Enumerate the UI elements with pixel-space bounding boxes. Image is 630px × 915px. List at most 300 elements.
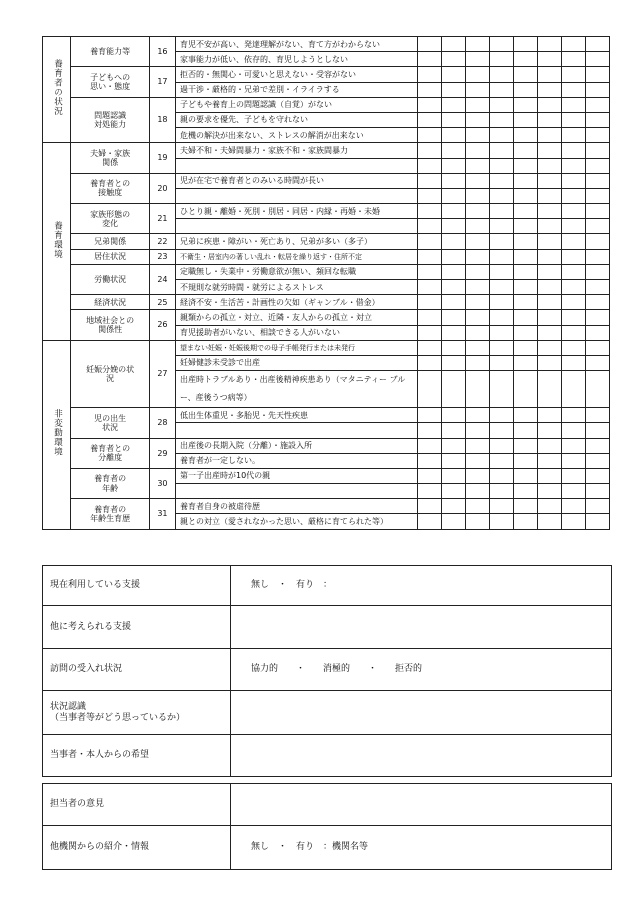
check-cell[interactable] (561, 295, 585, 310)
staff-opinion-value[interactable] (231, 784, 612, 826)
check-cell[interactable] (514, 423, 538, 438)
item-name: 家族形態の (90, 209, 131, 219)
check-cell[interactable] (466, 484, 490, 499)
item-number: 24 (149, 264, 175, 294)
check-cell[interactable] (537, 249, 561, 264)
check-cell[interactable] (514, 325, 538, 340)
check-cell[interactable] (537, 219, 561, 234)
check-cell[interactable] (466, 37, 490, 52)
check-cell[interactable] (418, 423, 442, 438)
check-cell[interactable] (442, 468, 466, 483)
check-cell[interactable] (418, 484, 442, 499)
check-cell[interactable] (585, 340, 609, 355)
check-cell[interactable] (418, 234, 442, 249)
check-cell[interactable] (418, 453, 442, 468)
check-cell[interactable] (537, 37, 561, 52)
check-cell[interactable] (466, 67, 490, 82)
item-description (176, 188, 418, 203)
check-cell[interactable] (418, 340, 442, 355)
support-table (42, 565, 612, 777)
check-cell[interactable] (585, 112, 609, 127)
check-cell[interactable] (418, 468, 442, 483)
check-cell[interactable] (442, 158, 466, 173)
check-cell[interactable] (466, 264, 490, 279)
check-cell[interactable] (442, 128, 466, 143)
other-support-value[interactable] (231, 606, 612, 649)
check-cell[interactable] (442, 97, 466, 112)
item-name-cell (71, 67, 150, 97)
check-cell[interactable] (585, 484, 609, 499)
check-cell[interactable] (561, 499, 585, 514)
check-cell[interactable] (442, 112, 466, 127)
check-cell[interactable] (442, 249, 466, 264)
check-cell[interactable] (561, 453, 585, 468)
check-cell[interactable] (585, 499, 609, 514)
check-cell[interactable] (561, 112, 585, 127)
check-cell[interactable] (418, 499, 442, 514)
check-cell[interactable] (514, 52, 538, 67)
item-name-cell (71, 295, 150, 310)
check-cell[interactable] (561, 188, 585, 203)
check-cell[interactable] (514, 453, 538, 468)
item-number: 23 (149, 249, 175, 264)
item-number: 17 (149, 67, 175, 97)
check-cell[interactable] (537, 295, 561, 310)
check-cell[interactable] (514, 468, 538, 483)
check-cell[interactable] (561, 468, 585, 483)
check-cell[interactable] (490, 234, 514, 249)
check-cell[interactable] (514, 310, 538, 325)
item-name: 年齢生育歴 (90, 513, 131, 523)
check-cell[interactable] (418, 173, 442, 188)
check-cell[interactable] (466, 143, 490, 158)
check-cell[interactable] (537, 371, 561, 408)
check-cell[interactable] (537, 468, 561, 483)
check-cell[interactable] (514, 158, 538, 173)
check-cell[interactable] (490, 52, 514, 67)
check-cell[interactable] (490, 295, 514, 310)
item-description: 親の要求を優先、子どもを守れない (176, 112, 418, 127)
referral-value[interactable]: 無し ・ 有り ：機関名等 (231, 826, 612, 870)
check-cell[interactable] (585, 234, 609, 249)
check-cell[interactable] (514, 249, 538, 264)
check-cell[interactable] (585, 249, 609, 264)
check-cell[interactable] (442, 67, 466, 82)
check-cell[interactable] (585, 67, 609, 82)
check-cell[interactable] (561, 173, 585, 188)
check-cell[interactable] (585, 438, 609, 453)
check-cell[interactable] (514, 173, 538, 188)
check-cell[interactable] (490, 408, 514, 423)
item-name: 状況 (102, 422, 119, 432)
check-cell[interactable] (561, 82, 585, 97)
check-cell[interactable] (442, 234, 466, 249)
table-row (43, 499, 610, 514)
check-cell[interactable] (514, 499, 538, 514)
check-cell[interactable] (466, 325, 490, 340)
check-cell[interactable] (418, 310, 442, 325)
check-cell[interactable] (514, 295, 538, 310)
check-cell[interactable] (537, 408, 561, 423)
check-cell[interactable] (514, 37, 538, 52)
check-cell[interactable] (442, 280, 466, 295)
item-description: 拒否的・無関心・可愛いと思えない・受容がない (176, 67, 418, 82)
check-cell[interactable] (561, 264, 585, 279)
item-description (176, 484, 418, 499)
check-cell[interactable] (418, 408, 442, 423)
check-cell[interactable] (418, 204, 442, 219)
check-cell[interactable] (585, 264, 609, 279)
check-cell[interactable] (561, 219, 585, 234)
check-cell[interactable] (490, 219, 514, 234)
check-cell[interactable] (585, 128, 609, 143)
check-cell[interactable] (561, 280, 585, 295)
item-name: 養育者の (94, 474, 127, 484)
check-cell[interactable] (585, 514, 609, 529)
check-cell[interactable] (585, 97, 609, 112)
check-cell[interactable] (537, 325, 561, 340)
check-cell[interactable] (514, 438, 538, 453)
visit-acceptance-label: 訪問の受入れ状況 (43, 649, 231, 691)
check-cell[interactable] (442, 82, 466, 97)
check-cell[interactable] (418, 188, 442, 203)
check-cell[interactable] (585, 295, 609, 310)
check-cell[interactable] (585, 423, 609, 438)
item-name-cell (71, 37, 150, 67)
check-cell[interactable] (561, 355, 585, 370)
check-cell[interactable] (514, 280, 538, 295)
check-cell[interactable] (537, 52, 561, 67)
check-cell[interactable] (537, 204, 561, 219)
check-cell[interactable] (466, 219, 490, 234)
check-cell[interactable] (514, 514, 538, 529)
check-cell[interactable] (514, 264, 538, 279)
item-name-cell (71, 97, 150, 143)
check-cell[interactable] (466, 280, 490, 295)
check-cell[interactable] (490, 325, 514, 340)
check-cell[interactable] (442, 310, 466, 325)
item-number: 20 (149, 173, 175, 203)
item-name-cell (71, 468, 150, 498)
check-cell[interactable] (442, 173, 466, 188)
item-number: 22 (149, 234, 175, 249)
check-cell[interactable] (466, 499, 490, 514)
check-cell[interactable] (466, 453, 490, 468)
table-row (43, 408, 610, 423)
check-cell[interactable] (537, 453, 561, 468)
check-cell[interactable] (466, 112, 490, 127)
check-cell[interactable] (466, 340, 490, 355)
item-name: 養育能力等 (90, 47, 131, 57)
item-description: 養育者が一定しない。 (176, 453, 418, 468)
check-cell[interactable] (537, 188, 561, 203)
check-cell[interactable] (561, 204, 585, 219)
check-cell[interactable] (418, 280, 442, 295)
check-cell[interactable] (418, 37, 442, 52)
check-cell[interactable] (537, 112, 561, 127)
item-description: 不規則な就労時間・就労によるストレス (176, 280, 418, 295)
risk-checklist-table (42, 36, 610, 530)
check-cell[interactable] (466, 52, 490, 67)
check-cell[interactable] (418, 128, 442, 143)
check-cell[interactable] (442, 204, 466, 219)
check-cell[interactable] (490, 249, 514, 264)
check-cell[interactable] (466, 97, 490, 112)
check-cell[interactable] (514, 97, 538, 112)
check-cell[interactable] (537, 128, 561, 143)
item-description: 第一子出産時が10代の親 (176, 468, 418, 483)
check-cell[interactable] (537, 355, 561, 370)
check-cell[interactable] (537, 514, 561, 529)
check-cell[interactable] (561, 249, 585, 264)
check-cell[interactable] (466, 408, 490, 423)
check-cell[interactable] (514, 408, 538, 423)
check-cell[interactable] (490, 371, 514, 408)
table-row (43, 204, 610, 219)
check-cell[interactable] (537, 423, 561, 438)
check-cell[interactable] (442, 219, 466, 234)
check-cell[interactable] (442, 371, 466, 408)
check-cell[interactable] (418, 112, 442, 127)
check-cell[interactable] (466, 514, 490, 529)
check-cell[interactable] (585, 325, 609, 340)
wish-value[interactable] (231, 735, 612, 777)
check-cell[interactable] (514, 484, 538, 499)
check-cell[interactable] (490, 438, 514, 453)
check-cell[interactable] (514, 128, 538, 143)
check-cell[interactable] (490, 67, 514, 82)
visit-acceptance-value[interactable]: 協力的 ・ 消極的 ・ 拒否的 (231, 649, 612, 691)
check-cell[interactable] (442, 484, 466, 499)
item-name-cell (71, 204, 150, 234)
check-cell[interactable] (490, 112, 514, 127)
check-cell[interactable] (561, 143, 585, 158)
check-cell[interactable] (442, 423, 466, 438)
check-cell[interactable] (561, 67, 585, 82)
check-cell[interactable] (466, 355, 490, 370)
check-cell[interactable] (418, 143, 442, 158)
check-cell[interactable] (466, 128, 490, 143)
check-cell[interactable] (514, 234, 538, 249)
check-cell[interactable] (490, 158, 514, 173)
check-cell[interactable] (442, 355, 466, 370)
check-cell[interactable] (490, 204, 514, 219)
check-cell[interactable] (418, 52, 442, 67)
check-cell[interactable] (490, 340, 514, 355)
check-cell[interactable] (585, 468, 609, 483)
check-cell[interactable] (514, 340, 538, 355)
check-cell[interactable] (490, 310, 514, 325)
check-cell[interactable] (418, 325, 442, 340)
check-cell[interactable] (418, 249, 442, 264)
check-cell[interactable] (585, 408, 609, 423)
check-cell[interactable] (418, 219, 442, 234)
check-cell[interactable] (490, 355, 514, 370)
check-cell[interactable] (537, 67, 561, 82)
item-name: 経済状況 (94, 297, 127, 307)
check-cell[interactable] (466, 188, 490, 203)
check-cell[interactable] (514, 355, 538, 370)
check-cell[interactable] (585, 37, 609, 52)
check-cell[interactable] (490, 188, 514, 203)
check-cell[interactable] (490, 37, 514, 52)
item-name-cell (71, 264, 150, 294)
check-cell[interactable] (585, 143, 609, 158)
check-cell[interactable] (418, 82, 442, 97)
check-cell[interactable] (442, 499, 466, 514)
check-cell[interactable] (561, 234, 585, 249)
check-cell[interactable] (466, 295, 490, 310)
check-cell[interactable] (466, 371, 490, 408)
check-cell[interactable] (466, 204, 490, 219)
item-description: 親との対立（愛されなかった思い、厳格に育てられた等） (176, 514, 418, 529)
check-cell[interactable] (466, 234, 490, 249)
check-cell[interactable] (466, 468, 490, 483)
check-cell[interactable] (490, 468, 514, 483)
check-cell[interactable] (442, 453, 466, 468)
check-cell[interactable] (442, 438, 466, 453)
check-cell[interactable] (561, 408, 585, 423)
check-cell[interactable] (490, 514, 514, 529)
check-cell[interactable] (537, 158, 561, 173)
table-row (43, 340, 610, 355)
check-cell[interactable] (561, 97, 585, 112)
check-cell[interactable] (418, 295, 442, 310)
other-support-label: 他に考えられる支援 (43, 606, 231, 649)
check-cell[interactable] (585, 158, 609, 173)
check-cell[interactable] (514, 82, 538, 97)
item-description: 出産後の長期入院（分離）・施設入所 (176, 438, 418, 453)
check-cell[interactable] (442, 188, 466, 203)
check-cell[interactable] (442, 514, 466, 529)
check-cell[interactable] (514, 219, 538, 234)
check-cell[interactable] (442, 37, 466, 52)
check-cell[interactable] (418, 264, 442, 279)
check-cell[interactable] (585, 219, 609, 234)
check-cell[interactable] (585, 173, 609, 188)
check-cell[interactable] (442, 52, 466, 67)
check-cell[interactable] (561, 438, 585, 453)
check-cell[interactable] (537, 97, 561, 112)
check-cell[interactable] (561, 514, 585, 529)
check-cell[interactable] (490, 499, 514, 514)
check-cell[interactable] (490, 97, 514, 112)
check-cell[interactable] (585, 280, 609, 295)
current-support-value[interactable]: 無し ・ 有り ： (231, 566, 612, 606)
item-name: 接触度 (98, 188, 123, 198)
check-cell[interactable] (561, 52, 585, 67)
check-cell[interactable] (537, 438, 561, 453)
check-cell[interactable] (466, 82, 490, 97)
check-cell[interactable] (418, 67, 442, 82)
check-cell[interactable] (466, 423, 490, 438)
check-cell[interactable] (561, 325, 585, 340)
check-cell[interactable] (490, 173, 514, 188)
check-cell[interactable] (418, 97, 442, 112)
check-cell[interactable] (514, 204, 538, 219)
check-cell[interactable] (537, 499, 561, 514)
check-cell[interactable] (514, 67, 538, 82)
check-cell[interactable] (585, 52, 609, 67)
check-cell[interactable] (490, 280, 514, 295)
check-cell[interactable] (561, 158, 585, 173)
check-cell[interactable] (561, 340, 585, 355)
check-cell[interactable] (561, 371, 585, 408)
item-name: 夫婦・家族 (90, 148, 131, 158)
check-cell[interactable] (466, 310, 490, 325)
check-cell[interactable] (466, 438, 490, 453)
category-cell (43, 143, 71, 340)
check-cell[interactable] (585, 188, 609, 203)
check-cell[interactable] (537, 173, 561, 188)
check-cell[interactable] (490, 82, 514, 97)
check-cell[interactable] (514, 143, 538, 158)
check-cell[interactable] (418, 158, 442, 173)
check-cell[interactable] (442, 325, 466, 340)
check-cell[interactable] (561, 484, 585, 499)
check-cell[interactable] (537, 280, 561, 295)
item-name-cell (71, 173, 150, 203)
check-cell[interactable] (442, 143, 466, 158)
situation-awareness-value[interactable] (231, 691, 612, 735)
check-cell[interactable] (490, 264, 514, 279)
check-cell[interactable] (585, 355, 609, 370)
check-cell[interactable] (490, 423, 514, 438)
check-cell[interactable] (466, 249, 490, 264)
check-cell[interactable] (514, 371, 538, 408)
check-cell[interactable] (585, 310, 609, 325)
check-cell[interactable] (490, 453, 514, 468)
check-cell[interactable] (537, 310, 561, 325)
check-cell[interactable] (514, 112, 538, 127)
check-cell[interactable] (442, 340, 466, 355)
check-cell[interactable] (561, 37, 585, 52)
check-cell[interactable] (418, 355, 442, 370)
check-cell[interactable] (537, 234, 561, 249)
check-cell[interactable] (418, 438, 442, 453)
check-cell[interactable] (561, 423, 585, 438)
current-support-label: 現在利用している支援 (43, 566, 231, 606)
check-cell[interactable] (442, 264, 466, 279)
check-cell[interactable] (537, 143, 561, 158)
check-cell[interactable] (466, 173, 490, 188)
check-cell[interactable] (585, 453, 609, 468)
check-cell[interactable] (418, 371, 442, 408)
check-cell[interactable] (561, 128, 585, 143)
check-cell[interactable] (561, 310, 585, 325)
check-cell[interactable] (442, 408, 466, 423)
check-cell[interactable] (514, 188, 538, 203)
check-cell[interactable] (490, 128, 514, 143)
check-cell[interactable] (585, 371, 609, 408)
check-cell[interactable] (585, 82, 609, 97)
check-cell[interactable] (585, 204, 609, 219)
check-cell[interactable] (442, 295, 466, 310)
check-cell[interactable] (537, 484, 561, 499)
item-name: 関係性 (98, 325, 123, 335)
check-cell[interactable] (537, 340, 561, 355)
check-cell[interactable] (466, 158, 490, 173)
item-description: 夫婦不和・夫婦間暴力・家族不和・家族間暴力 (176, 143, 418, 158)
item-name: 養育者との (90, 444, 131, 453)
item-number: 19 (149, 143, 175, 173)
check-cell[interactable] (490, 484, 514, 499)
item-description: 親類からの孤立・対立、近隣・友人からの孤立・対立 (176, 310, 418, 325)
check-cell[interactable] (537, 264, 561, 279)
check-cell[interactable] (537, 82, 561, 97)
check-cell[interactable] (418, 514, 442, 529)
check-cell[interactable] (490, 143, 514, 158)
